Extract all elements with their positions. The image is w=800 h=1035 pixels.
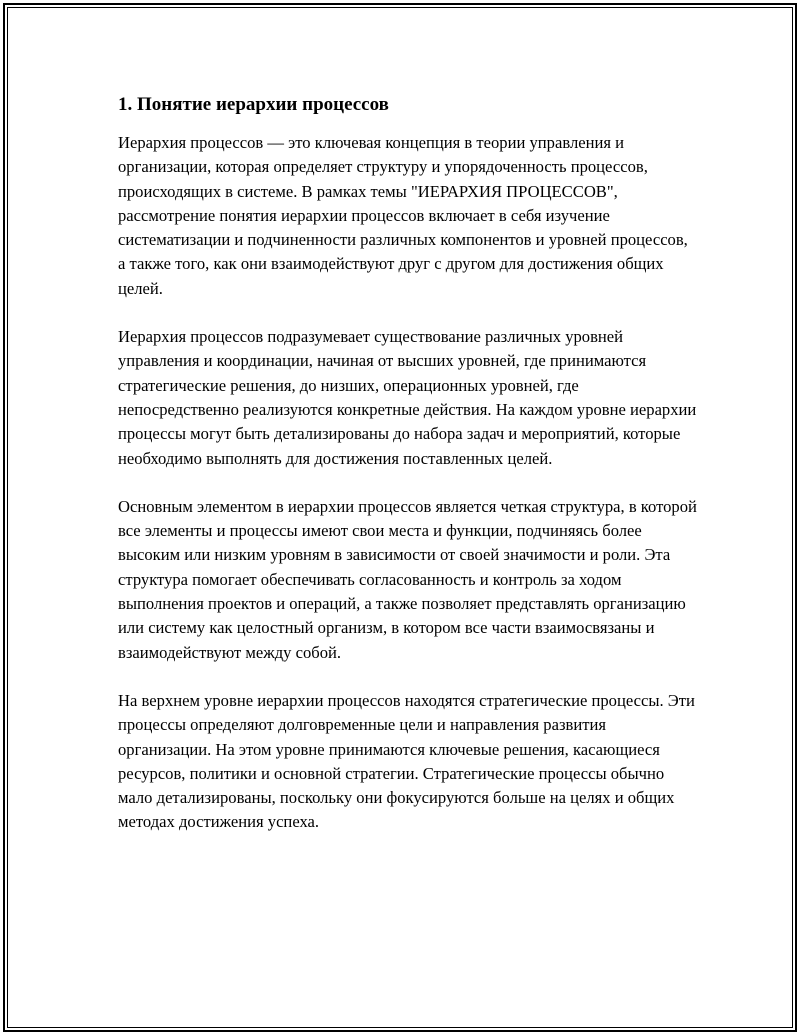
paragraph-3: Основным элементом в иерархии процессов является четкая структура, в которой все элементы и процессы имеют свои места и функции, подчиняясь более высоким или низким уровням в зависимости от своей значимости и роли. Эта структура помогает обеспечивать согласованность и контроль за ходом выполнения проектов и операций, а также позволяет представлять организацию или систему как целостный организм, в котором все части взаимосвязаны и взаимодействуют между собой. [118, 496, 697, 662]
document-body [118, 92, 698, 859]
paragraph-2: Иерархия процессов подразумевает существование различных уровней управления и координации, начиная от высших уровней, где принимаются стратегические решения, до низших, операционных уровней, где непосредственно реализуются конкретные действия. На каждом уровне иерархии процессы могут быть детализированы до набора задач и мероприятий, которые необходимо выполнять для достижения поставленных целей. [118, 327, 697, 468]
section-heading: 1. Понятие иерархии процессов [118, 94, 389, 115]
paragraph-1: Иерархия процессов — это ключевая концепция в теории управления и организации, которая определяет структуру и упорядоченность процессов, происходящих в системе. В рамках темы "ИЕРАРХИЯ ПРОЦЕССОВ", рассмотрение понятия иерархии процессов включает в себя изучение систематизации и подчиненности различных компонентов и уровней процессов, а также того, как они взаимодействуют друг с другом для достижения общих целей. [118, 133, 688, 298]
paragraph-4: На верхнем уровне иерархии процессов находятся стратегические процессы. Эти процессы определяют долговременные цели и направления развития организации. На этом уровне принимаются ключевые решения, касающиеся ресурсов, политики и основной стратегии. Стратегические процессы обычно мало детализированы, поскольку они фокусируются больше на целях и общих методах достижения успеха. [118, 690, 695, 832]
